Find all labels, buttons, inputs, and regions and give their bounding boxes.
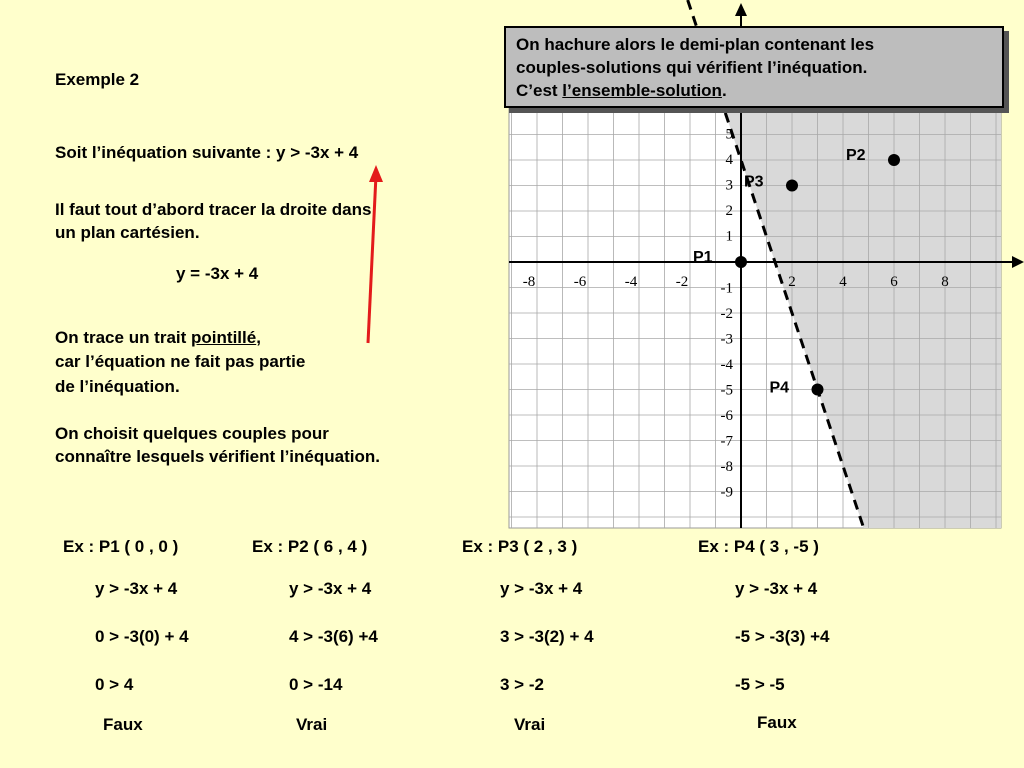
point-p2	[888, 154, 900, 166]
y-tick-label: 4	[725, 152, 733, 168]
example-3-inequation: y > -3x + 4	[500, 579, 583, 598]
example-3-verdict: Vrai	[514, 715, 546, 734]
y-tick-label: 1	[725, 228, 733, 245]
step1-line-2: un plan cartésien.	[55, 223, 200, 242]
example-1-result: 0 > 4	[95, 675, 134, 694]
dotted-prefix: On trace un trait	[55, 328, 192, 347]
callout-line-3-suffix: .	[721, 81, 727, 100]
choose-line-2: connaître lesquels vérifient l’inéquation.	[55, 447, 380, 466]
dotted-word: pointillé	[191, 328, 257, 347]
x-tick-label: -8	[522, 274, 536, 290]
intro-text: Soit l’inéquation suivante : y > -3x + 4	[55, 143, 359, 162]
x-tick-label: 8	[941, 274, 949, 290]
example-4-inequation: y > -3x + 4	[735, 579, 818, 598]
example-4-result: -5 > -5	[735, 675, 785, 694]
dotted-line-text-3: de l’inéquation.	[55, 377, 180, 396]
callout-line-2: couples-solutions qui vérifient l’inéquation.	[516, 58, 868, 77]
point-p3	[786, 180, 798, 192]
example-3-substitution: 3 > -3(2) + 4	[500, 627, 594, 646]
example-4-verdict: Faux	[757, 713, 797, 732]
y-tick-label: -9	[720, 484, 733, 501]
example-3-result: 3 > -2	[500, 675, 544, 694]
example-4-header: Ex : P4 ( 3 , -5 )	[698, 537, 819, 556]
x-tick-label: 6	[890, 274, 898, 290]
callout-line-3-prefix: C’est	[516, 81, 563, 100]
x-tick-label: -6	[573, 274, 587, 290]
point-label-p2: P2	[846, 147, 866, 164]
y-tick-label: 3	[725, 177, 733, 194]
y-tick-label: -3	[720, 331, 733, 348]
step1-line-1: Il faut tout d’abord tracer la droite dans	[55, 200, 372, 219]
example-1-verdict: Faux	[103, 715, 143, 734]
callout-box	[504, 26, 1004, 108]
y-tick-label: 2	[725, 203, 733, 219]
y-tick-label: -2	[720, 306, 733, 322]
y-tick-label: -1	[720, 280, 733, 297]
example-4-substitution: -5 > -3(3) +4	[735, 627, 830, 646]
x-tick-label: 2	[788, 274, 796, 290]
example-2-inequation: y > -3x + 4	[289, 579, 372, 598]
x-tick-label: -2	[675, 274, 689, 290]
example-2-substitution: 4 > -3(6) +4	[289, 627, 378, 646]
equation-text: y = -3x + 4	[176, 264, 259, 283]
example-3-header: Ex : P3 ( 2 , 3 )	[462, 537, 578, 556]
red-arrow-head	[369, 165, 383, 182]
callout-line-1: On hachure alors le demi-plan contenant les	[516, 35, 875, 54]
callout-line-3	[516, 79, 992, 102]
x-axis-arrow	[1012, 256, 1024, 268]
example-1-inequation: y > -3x + 4	[95, 579, 178, 598]
example-2-result: 0 > -14	[289, 675, 343, 694]
point-p4	[812, 384, 824, 396]
y-axis-arrow	[735, 3, 747, 16]
y-tick-label: -8	[720, 459, 733, 475]
y-tick-label: -6	[720, 408, 733, 424]
y-tick-label: -7	[720, 433, 733, 450]
dotted-line-text-1	[55, 326, 261, 349]
point-label-p4: P4	[769, 379, 790, 397]
x-tick-label: 4	[839, 274, 847, 290]
choose-line-1: On choisit quelques couples pour	[55, 424, 329, 443]
dotted-line-text-2: car l’équation ne fait pas partie	[55, 352, 306, 371]
example-2-verdict: Vrai	[296, 715, 328, 734]
callout-emphasis: l’ensemble-solution	[562, 81, 722, 100]
point-label-p1: P1	[693, 249, 713, 266]
example-2-header: Ex : P2 ( 6 , 4 )	[252, 537, 368, 556]
point-label-p3: P3	[744, 173, 764, 191]
page-title: Exemple 2	[55, 70, 140, 89]
y-tick-label: -4	[720, 357, 733, 373]
example-1-header: Ex : P1 ( 0 , 0 )	[63, 537, 179, 556]
y-tick-label: 5	[725, 126, 733, 143]
x-tick-label: -4	[624, 274, 638, 290]
dotted-suffix: ,	[256, 328, 261, 347]
example-1-substitution: 0 > -3(0) + 4	[95, 627, 189, 646]
point-p1	[735, 256, 747, 268]
y-tick-label: -5	[720, 382, 733, 399]
